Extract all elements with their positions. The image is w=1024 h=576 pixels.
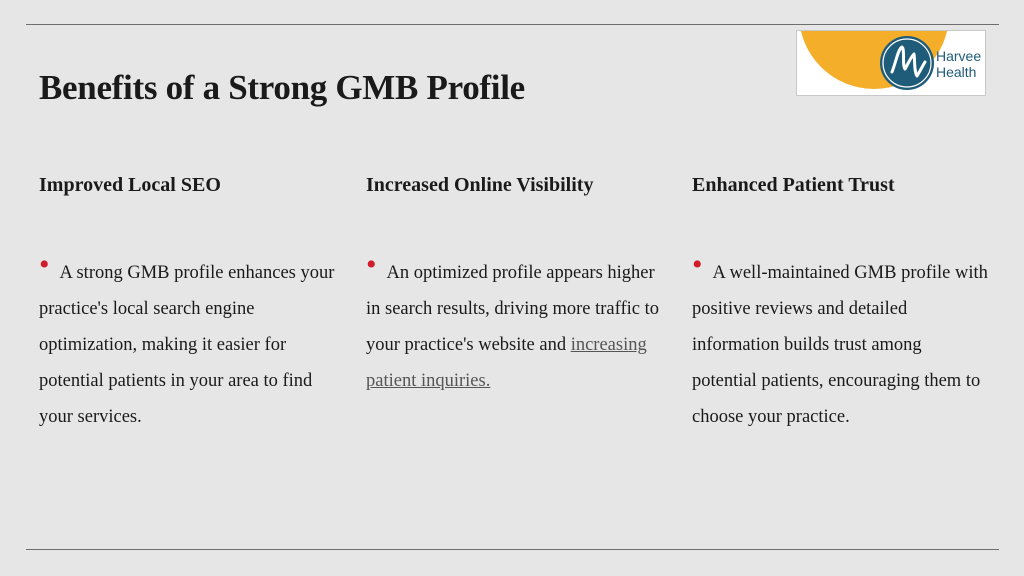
benefit-column-local-seo (39, 172, 339, 427)
benefit-text: A strong GMB profile enhances your practice's local search engine optimization, making it easier for potential patients in your area to find your services. (39, 263, 335, 427)
benefit-heading: Enhanced Patient Trust (692, 174, 895, 196)
benefit-description (39, 248, 335, 435)
bullet-icon: • (692, 248, 703, 281)
increasing-patient-inquiries-link[interactable]: increasing patient inquiries. (366, 335, 647, 391)
harvee-health-logo (796, 30, 986, 96)
benefit-text: An optimized profile appears higher in search results, driving more traffic to your practice's website and (366, 263, 660, 355)
benefit-heading: Increased Online Visibility (366, 174, 594, 196)
logo-wordmark (936, 48, 981, 80)
benefit-text: A well-maintained GMB profile with positive reviews and detailed information builds trust among potential patients, encouraging them to choose your practice. (692, 263, 988, 427)
logo-text-line2: Health (936, 64, 977, 80)
bottom-divider (26, 549, 999, 550)
logo-monogram-icon (879, 35, 935, 91)
bullet-icon: • (39, 248, 50, 281)
benefit-heading: Improved Local SEO (39, 174, 221, 196)
benefit-description (692, 248, 988, 435)
top-divider (26, 24, 999, 25)
benefit-column-online-visibility (366, 172, 666, 391)
slide-title: Benefits of a Strong GMB Profile (39, 68, 525, 107)
bullet-icon: • (366, 248, 377, 281)
benefit-column-patient-trust (692, 172, 992, 427)
benefit-description (366, 248, 662, 399)
logo-text-line1: Harvee (936, 48, 982, 64)
